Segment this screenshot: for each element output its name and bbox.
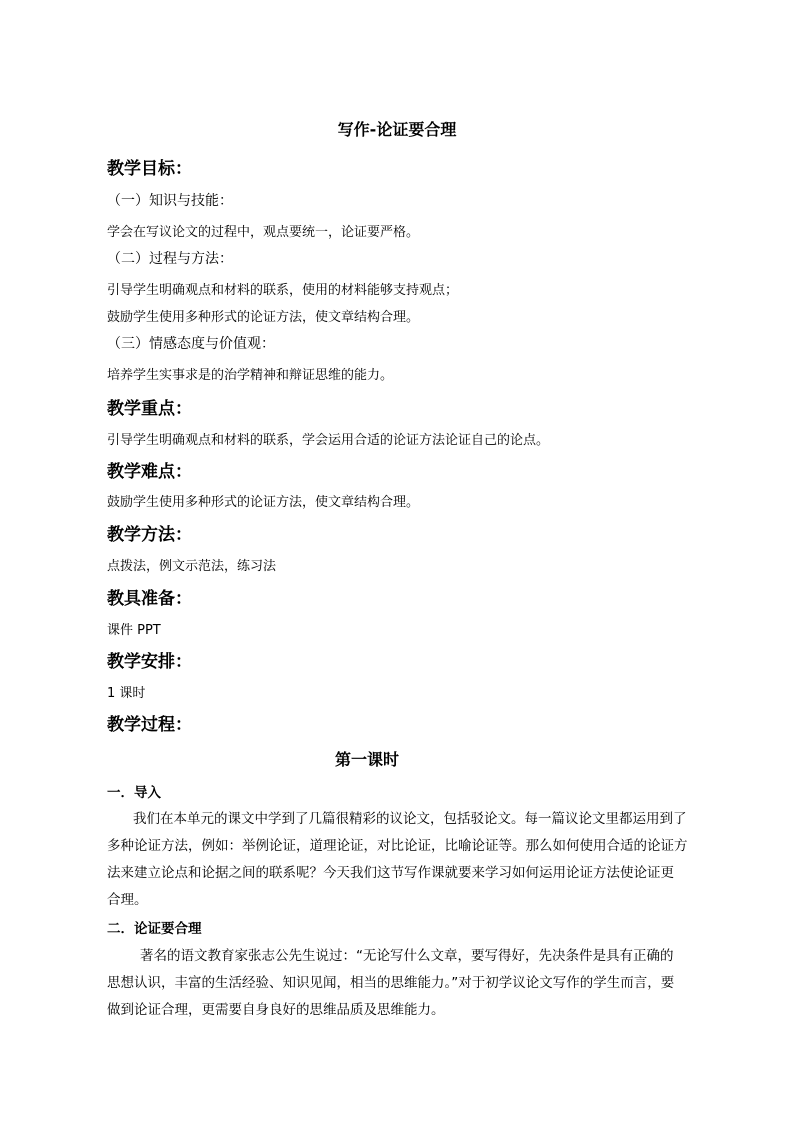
tools-heading: 教具准备： — [107, 589, 192, 609]
objective-3-text: 培养学生实事求是的治学精神和辩证思维的能力。 — [107, 368, 394, 383]
section-1-heading: 一．导入 — [107, 785, 161, 801]
section-2-heading: 二．论证要合理 — [107, 921, 202, 937]
objectives-heading: 教学目标： — [107, 159, 192, 179]
document-title: 写作-论证要合理 — [337, 120, 457, 139]
objective-3-heading: （三）情感态度与价值观： — [107, 336, 275, 352]
objective-1-text: 学会在写议论文的过程中，观点要统一，论证要严格。 — [107, 225, 420, 240]
lesson-title: 第一课时 — [334, 750, 399, 769]
method-text: 点拨法，例文示范法，练习法 — [107, 559, 277, 574]
objective-1-heading: （一）知识与技能： — [107, 193, 233, 209]
objective-2-text-2: 鼓励学生使用多种形式的论证方法，使文章结构合理。 — [107, 310, 420, 325]
section-2-line: 做到论证合理，更需要自身良好的思维品质及思维能力。 — [107, 1002, 445, 1018]
process-heading: 教学过程： — [107, 715, 192, 735]
difficulty-heading: 教学难点： — [107, 462, 192, 482]
tools-text: 课件 PPT — [107, 623, 161, 638]
schedule-text: 1 课时 — [107, 686, 146, 701]
objective-2-text-1: 引导学生明确观点和材料的联系，使用的材料能够支持观点； — [107, 283, 459, 298]
key-points-heading: 教学重点： — [107, 399, 192, 419]
section-2-line: 思想认识，丰富的生活经验、知识见闻，相当的思维能力。”对于初学议论文写作的学生而言，要 — [107, 975, 675, 991]
section-1-line: 合理。 — [107, 892, 148, 908]
objective-2-heading: （二）过程与方法： — [107, 251, 233, 267]
section-1-line: 我们在本单元的课文中学到了几篇很精彩的议论文，包括驳论文。每一篇议论文里都运用到了 — [133, 811, 687, 827]
schedule-heading: 教学安排： — [107, 652, 192, 672]
difficulty-text: 鼓励学生使用多种形式的论证方法，使文章结构合理。 — [107, 495, 420, 510]
section-2-line: 著名的语文教育家张志公先生说过：“无论写什么文章，要写得好，先决条件是具有正确的 — [140, 948, 674, 964]
method-heading: 教学方法： — [107, 525, 192, 545]
section-1-line: 多种论证方法，例如：举例论证，道理论证，对比论证，比喻论证等。那么如何使用合适的论证方 — [107, 838, 688, 854]
key-points-text: 引导学生明确观点和材料的联系，学会运用合适的论证方法论证自己的论点。 — [107, 433, 550, 448]
section-1-line: 法来建立论点和论据之间的联系呢？今天我们这节写作课就要来学习如何运用论证方法使论证更 — [107, 865, 674, 881]
